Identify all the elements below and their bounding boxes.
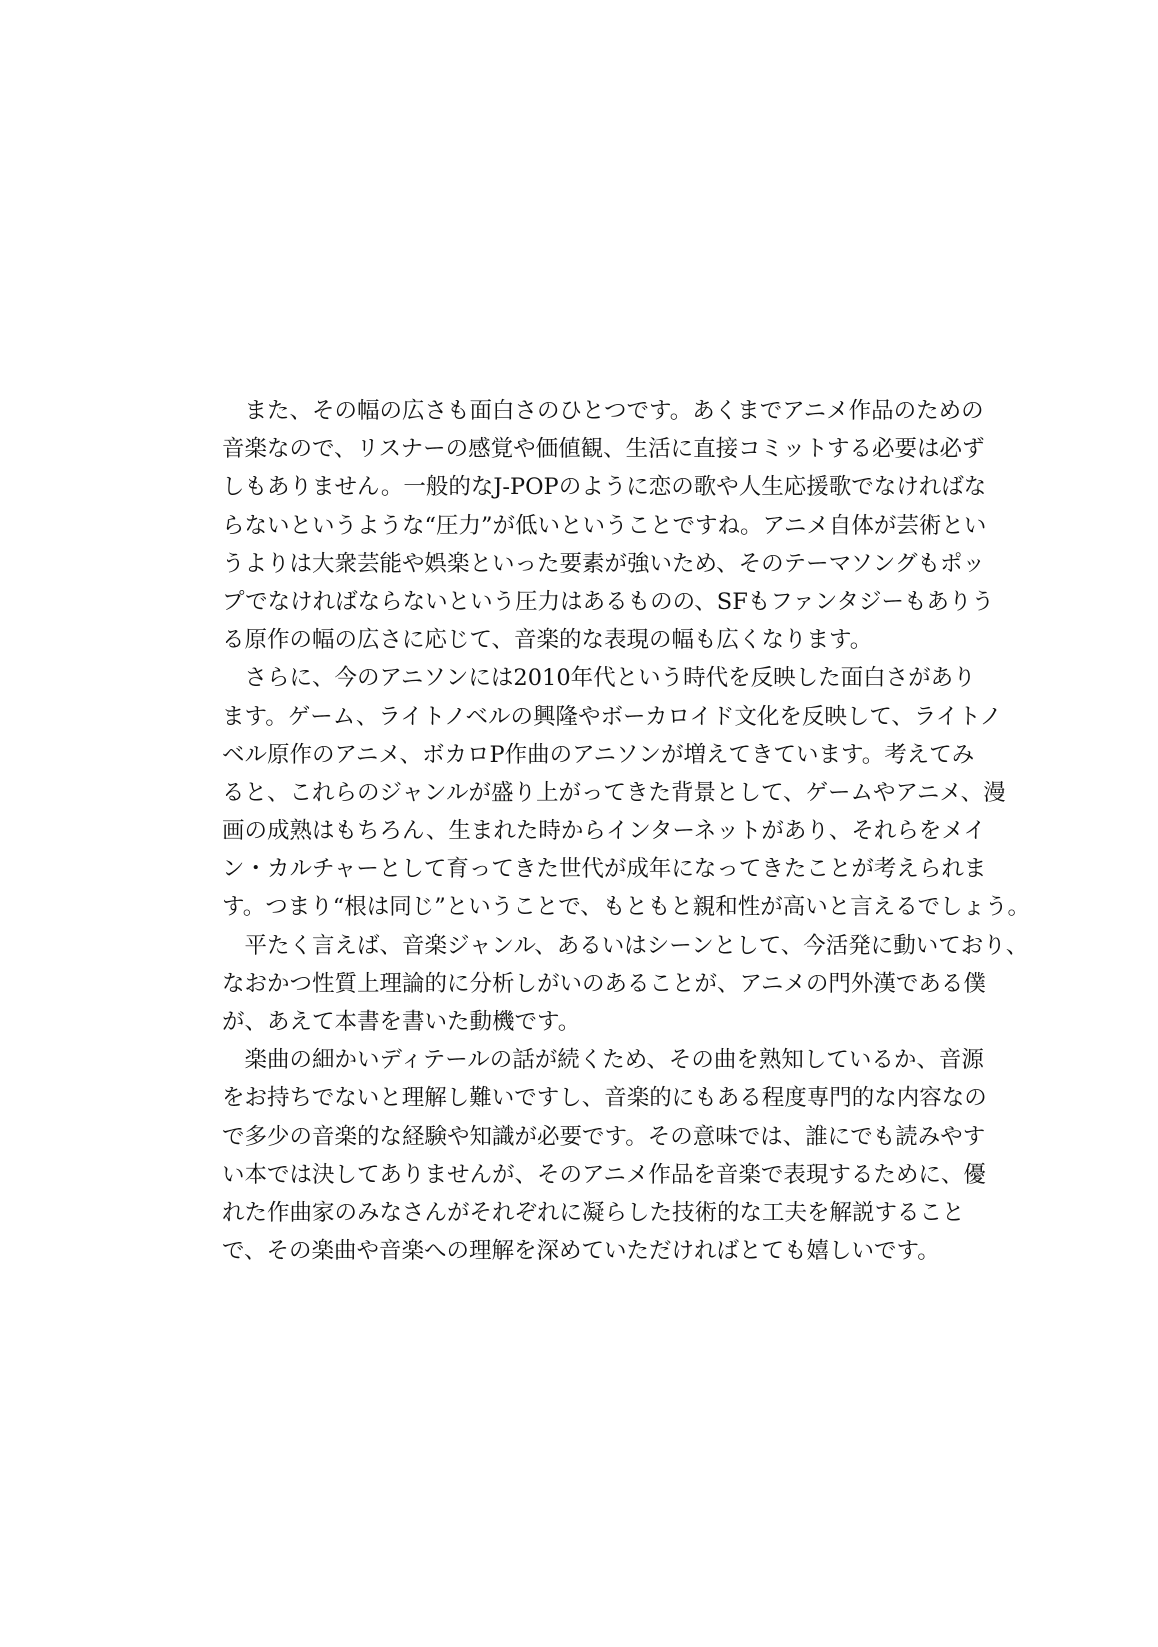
- text-line: なおかつ性質上理論的に分析しがいのあることが、アニメの門外漢である僕: [222, 970, 986, 997]
- text-line: ベル原作のアニメ、ボカロP作曲のアニソンが増えてきています。考えてみ: [222, 741, 975, 768]
- text-line: ン・カルチャーとして育ってきた世代が成年になってきたことが考えられま: [222, 856, 987, 883]
- text-line: す。つまり“根は同じ”ということで、もともと親和性が高いと言えるでしょう。: [222, 894, 1031, 921]
- text-line: 音楽なので、リスナーの感覚や価値観、生活に直接コミットする必要は必ず: [222, 436, 985, 463]
- text-line: 平たく言えば、音楽ジャンル、あるいはシーンとして、今活発に動いており、: [222, 932, 1029, 959]
- text-line: る原作の幅の広さに応じて、音楽的な表現の幅も広くなります。: [222, 627, 873, 654]
- text-line: ます。ゲーム、ライトノベルの興隆やボーカロイド文化を反映して、ライトノ: [222, 703, 1002, 730]
- text-line: が、あえて本書を書いた動機です。: [222, 1009, 581, 1035]
- text-line: 画の成熟はもちろん、生まれた時からインターネットがあり、それらをメイ: [222, 818, 986, 845]
- text-line: い本では決してありませんが、そのアニメ作品を音楽で表現するために、優: [222, 1161, 986, 1188]
- text-line: また、その幅の広さも面白さのひとつです。あくまでアニメ作品のための: [222, 398, 984, 424]
- text-line: で多少の音楽的な経験や知識が必要です。その意味では、誰にでも読みやす: [222, 1123, 986, 1150]
- body-text: [222, 392, 1031, 1270]
- text-line: をお持ちでないと理解し難いですし、音楽的にもある程度専門的な内容なの: [222, 1085, 987, 1112]
- text-line: らないというような“圧力”が低いということですね。アニメ自体が芸術とい: [222, 512, 987, 539]
- text-line: で、その楽曲や音楽への理解を深めていただければとても嬉しいです。: [222, 1238, 940, 1265]
- text-line: ると、これらのジャンルが盛り上がってきた背景として、ゲームやアニメ、漫: [222, 779, 1006, 806]
- text-line: しもありません。一般的なJ-POPのように恋の歌や人生応援歌でなければな: [222, 474, 987, 501]
- text-line: プでなければならないという圧力はあるものの、SFもファンタジーもありう: [222, 588, 994, 615]
- text-line: 楽曲の細かいディテールの話が続くため、その曲を熟知しているか、音源: [222, 1047, 984, 1074]
- text-line: うよりは大衆芸能や娯楽といった要素が強いため、そのテーマソングもポッ: [222, 550, 985, 577]
- text-line: さらに、今のアニソンには2010年代という時代を反映した面白さがあり: [222, 665, 976, 692]
- text-line: れた作曲家のみなさんがそれぞれに凝らした技術的な工夫を解説すること: [222, 1199, 965, 1226]
